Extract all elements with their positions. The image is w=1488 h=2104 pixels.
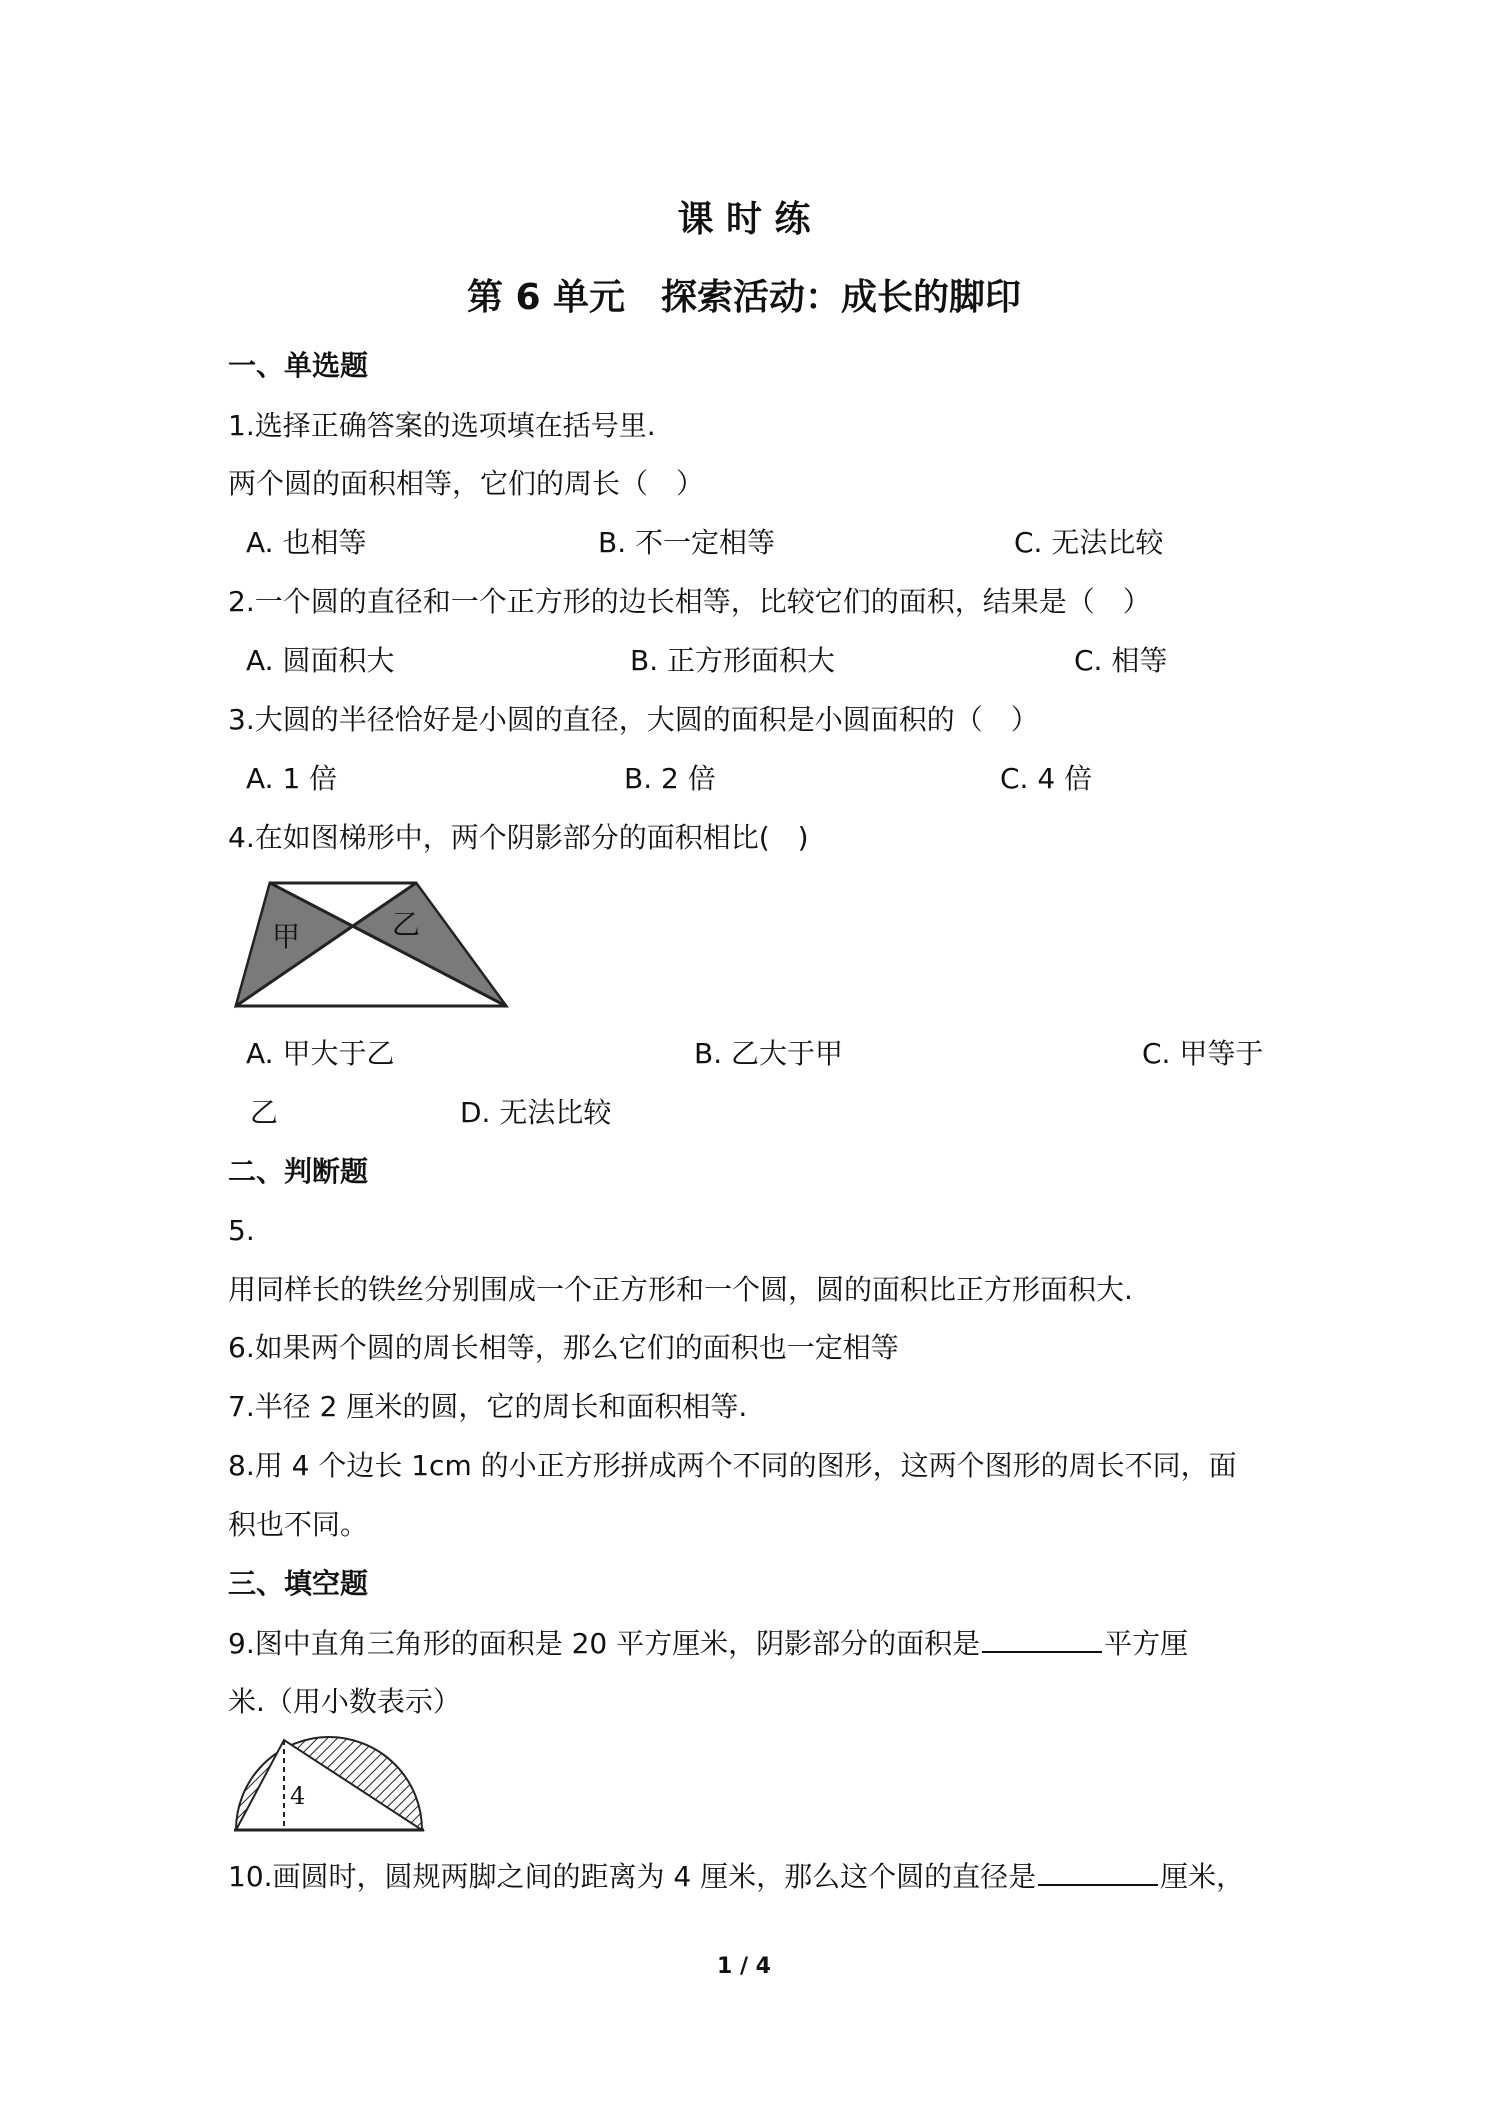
q2-stem: 2.一个圆的直径和一个正方形的边长相等，比较它们的面积，结果是（ ） xyxy=(228,585,1151,618)
q5-number: 5. xyxy=(228,1214,255,1247)
q4-option-c[interactable]: C. 甲等于 xyxy=(1142,1037,1264,1070)
q2-option-a[interactable]: A. 圆面积大 xyxy=(246,644,395,677)
q5-stem: 用同样长的铁丝分别围成一个正方形和一个圆，圆的面积比正方形面积大. xyxy=(228,1273,1133,1306)
q10-answer-blank[interactable] xyxy=(1038,1856,1158,1886)
q9-stem-line1 xyxy=(228,1623,1188,1664)
label-yi: 乙 xyxy=(392,908,421,941)
q4-option-a[interactable]: A. 甲大于乙 xyxy=(246,1037,395,1070)
q4-option-d[interactable]: D. 无法比较 xyxy=(460,1096,612,1129)
q3-stem: 3.大圆的半径恰好是小圆的直径，大圆的面积是小圆面积的（ ） xyxy=(228,703,1039,736)
q7-stem: 7.半径 2 厘米的圆，它的周长和面积相等. xyxy=(228,1390,748,1423)
semicircle-figure xyxy=(232,1734,426,1834)
section-heading-single-choice: 一、单选题 xyxy=(228,349,369,382)
q2-option-c[interactable]: C. 相等 xyxy=(1074,644,1168,677)
q4-stem: 4.在如图梯形中，两个阴影部分的面积相比( ) xyxy=(228,821,809,854)
q10-stem-line1 xyxy=(228,1856,1244,1897)
section-heading-true-false: 二、判断题 xyxy=(228,1155,369,1188)
q3-option-b[interactable]: B. 2 倍 xyxy=(624,762,716,795)
q9-stem-part1: 9.图中直角三角形的面积是 20 平方厘米，阴影部分的面积是 xyxy=(228,1627,981,1660)
q8-stem-line1: 8.用 4 个边长 1cm 的小正方形拼成两个不同的图形，这两个图形的周长不同，面 xyxy=(228,1449,1237,1482)
q10-stem-part2: 厘米， xyxy=(1160,1860,1245,1893)
q10-stem-part1: 10.画圆时，圆规两脚之间的距离为 4 厘米，那么这个圆的直径是 xyxy=(228,1860,1037,1893)
q1-instruction: 1.选择正确答案的选项填在括号里. xyxy=(228,409,656,442)
worksheet-title: 课 时 练 xyxy=(677,199,811,240)
q8-stem-line2: 积也不同。 xyxy=(228,1508,369,1541)
q9-stem-part2: 平方厘 xyxy=(1104,1627,1189,1660)
q1-option-c[interactable]: C. 无法比较 xyxy=(1014,526,1164,559)
unit-title: 第 6 单元 探索活动：成长的脚印 xyxy=(466,277,1022,318)
label-jia: 甲 xyxy=(272,920,301,953)
q9-stem-line2: 米.（用小数表示） xyxy=(228,1685,461,1718)
q4-option-b[interactable]: B. 乙大于甲 xyxy=(694,1037,844,1070)
height-label: 4 xyxy=(290,1782,306,1810)
trapezoid-figure xyxy=(232,880,514,1010)
q3-option-a[interactable]: A. 1 倍 xyxy=(246,762,338,795)
q4-option-c-wrap[interactable]: 乙 xyxy=(250,1096,279,1129)
section-heading-fill-blank: 三、填空题 xyxy=(228,1567,369,1600)
q6-stem: 6.如果两个圆的周长相等，那么它们的面积也一定相等 xyxy=(228,1331,899,1364)
q9-answer-blank[interactable] xyxy=(982,1623,1102,1653)
q1-option-a[interactable]: A. 也相等 xyxy=(246,526,367,559)
q2-option-b[interactable]: B. 正方形面积大 xyxy=(630,644,836,677)
q1-option-b[interactable]: B. 不一定相等 xyxy=(598,526,776,559)
q3-option-c[interactable]: C. 4 倍 xyxy=(1000,762,1093,795)
q1-stem: 两个圆的面积相等，它们的周长（ ） xyxy=(228,467,705,500)
page-number: 1 / 4 xyxy=(717,1954,771,1979)
